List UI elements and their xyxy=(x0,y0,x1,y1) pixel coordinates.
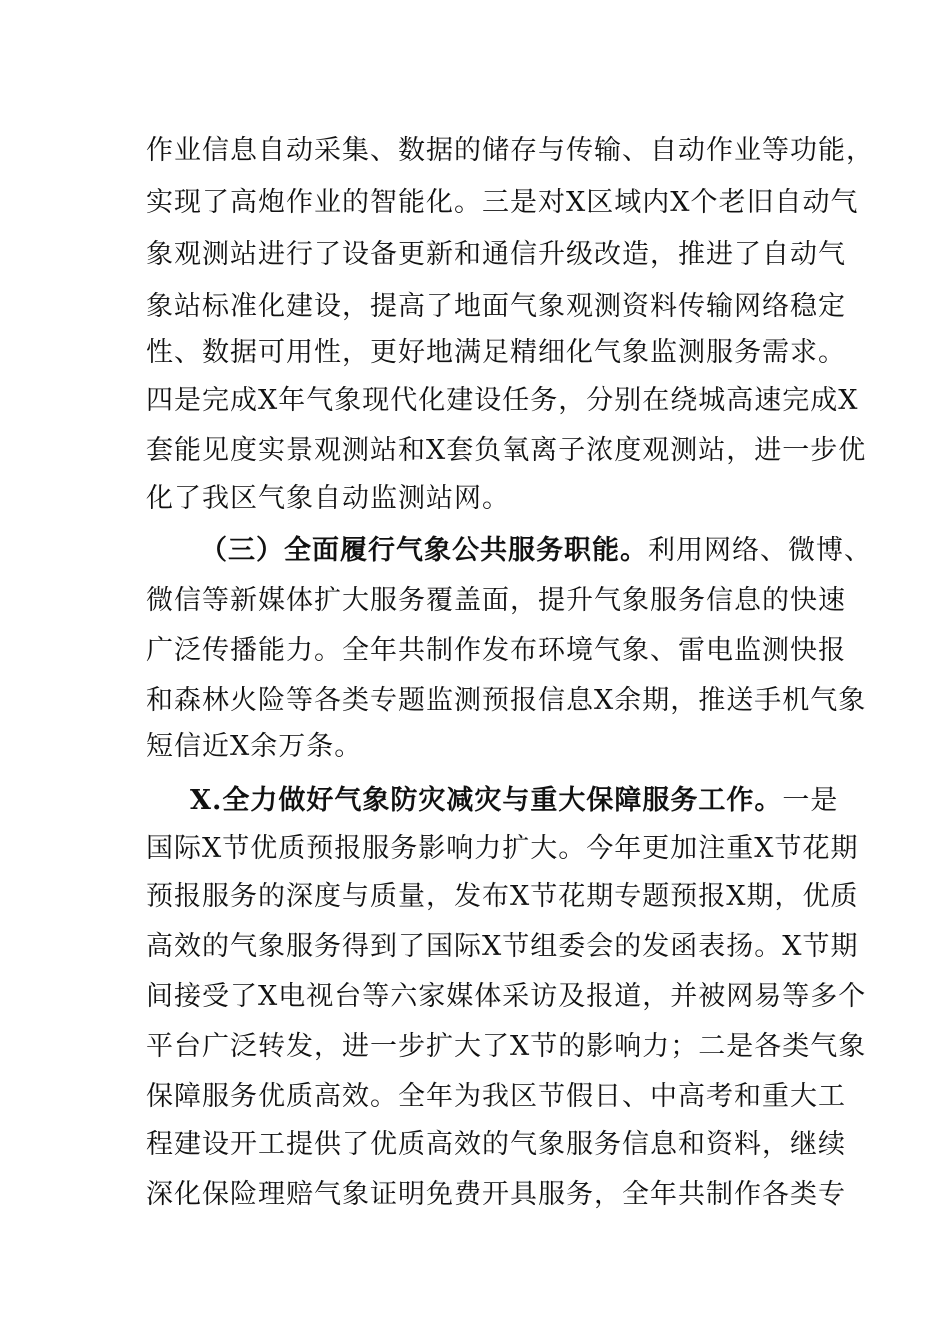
paragraph-3-line-4: 高效的气象服务得到了国际X节组委会的发函表扬。X节期 xyxy=(146,931,859,962)
paragraph-3-line-7: 保障服务优质高效。全年为我区节假日、中高考和重大工 xyxy=(146,1081,846,1112)
paragraph-3-line-9: 深化保险理赔气象证明免费开具服务，全年共制作各类专 xyxy=(146,1179,846,1210)
paragraph-1-line-4: 象站标准化建设，提高了地面气象观测资料传输网络稳定 xyxy=(146,291,846,322)
paragraph-3-line-5: 间接受了X电视台等六家媒体采访及报道，并被网易等多个 xyxy=(146,981,867,1012)
section-heading-disaster-service: X.全力做好气象防灾减灾与重大保障服务工作。 xyxy=(190,785,783,816)
paragraph-2-line-5: 短信近X余万条。 xyxy=(146,731,363,762)
paragraph-2-line-3: 广泛传播能力。全年共制作发布环境气象、雷电监测快报 xyxy=(146,635,846,666)
paragraph-3-line-6: 平台广泛转发，进一步扩大了X节的影响力；二是各类气象 xyxy=(146,1031,867,1062)
paragraph-3-lead-text: 一是 xyxy=(782,785,839,816)
paragraph-1-line-7: 套能见度实景观测站和X套负氧离子浓度观测站，进一步优 xyxy=(146,435,867,466)
paragraph-1-line-3: 象观测站进行了设备更新和通信升级改造，推进了自动气 xyxy=(146,239,846,270)
paragraph-2-first-line xyxy=(200,534,872,568)
paragraph-2-line-4: 和森林火险等各类专题监测预报信息X余期，推送手机气象 xyxy=(146,685,867,716)
paragraph-1-line-5: 性、数据可用性，更好地满足精细化气象监测服务需求。 xyxy=(146,337,846,368)
paragraph-3-line-8: 程建设开工提供了优质高效的气象服务信息和资料，继续 xyxy=(146,1129,846,1160)
paragraph-1-line-8: 化了我区气象自动监测站网。 xyxy=(146,483,510,514)
paragraph-3-line-2: 国际X节优质预报服务影响力扩大。今年更加注重X节花期 xyxy=(146,833,859,864)
paragraph-1-line-2: 实现了高炮作业的智能化。三是对X区域内X个老旧自动气 xyxy=(146,187,859,218)
paragraph-2-line-2: 微信等新媒体扩大服务覆盖面，提升气象服务信息的快速 xyxy=(146,585,846,616)
paragraph-3-first-line xyxy=(190,784,839,818)
section-heading-public-service: （三）全面履行气象公共服务职能。 xyxy=(200,535,648,566)
paragraph-1-line-6: 四是完成X年气象现代化建设任务，分别在绕城高速完成X xyxy=(146,385,859,416)
paragraph-1-line-1: 作业信息自动采集、数据的储存与传输、自动作业等功能， xyxy=(146,135,874,166)
paragraph-2-lead-text: 利用网络、微博、 xyxy=(648,535,872,566)
paragraph-3-line-3: 预报服务的深度与质量，发布X节花期专题预报X期，优质 xyxy=(146,881,859,912)
